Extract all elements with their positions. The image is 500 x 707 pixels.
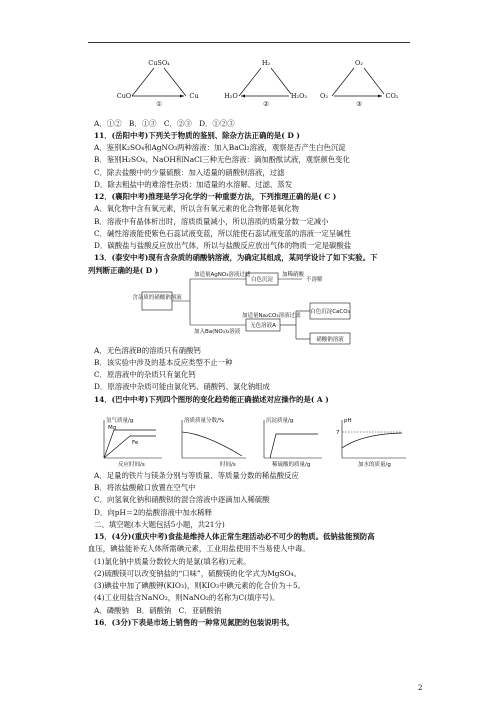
q14-option-a: A．足量的铁片与镁条分别与等质量、等质量分数的稀盐酸反应	[94, 471, 299, 480]
flow-no-change: 不溶解	[306, 277, 323, 283]
section-title-fill-in: 二、填空题(本大题包括5小题，共21分)	[94, 520, 225, 529]
q16-stem: 16．(3分)下表是市场上销售的一种常见氮肥的包装说明书。	[94, 618, 294, 627]
q11-option-d: D．除去粗盐中的难溶性杂质：加适量的水溶解、过滤、蒸发	[94, 180, 293, 189]
graph-c-xlabel: 稀硫酸的质量/g	[272, 462, 311, 468]
q14-option-c: C．向氢氧化钠和硝酸钡的混合溶液中逐滴加入稀硫酸	[94, 495, 270, 504]
tri1-right: Cu	[189, 92, 199, 100]
graph-b-xlabel: 时间/s	[220, 462, 236, 468]
tri2-right: H₂O₂	[290, 92, 308, 100]
q15-part2: (2)硫酸镁可以改变钠盐的“口味”，硫酸镁的化学式为MgSO₄。	[94, 569, 302, 578]
q11-option-c: C．除去盐酸中的少量硫酸：加入适量的硝酸钡溶液，过滤	[94, 168, 285, 177]
flow-solA: 无色溶液A	[250, 323, 276, 329]
flow-start: 含杂质的硝酸钠溶液	[132, 295, 182, 301]
q15-options: A．磷酸钠 B．硝酸钠 C．亚硝酸钠	[94, 606, 222, 615]
q15-part3: (3)碘盐中加了碘酸钾(KIO₃)，则KIO₃中碘元素的化合价为＋5。	[94, 581, 306, 590]
flow-step1: 加适量AgNO₃溶液过滤	[194, 272, 251, 278]
flow-step2: 加入Ba(NO₃)₂溶液	[194, 329, 241, 335]
tri3-right: CO₂	[385, 92, 399, 100]
q15-part1: (1)氯化钠中质量分数较大的是氯(填名称)元素。	[94, 557, 251, 566]
q13-option-b: B．该实验中涉及的基本反应类型不止一种	[94, 358, 233, 367]
q13-stem-cont: 列判断正确的是( D )	[88, 266, 159, 275]
q12-option-a: A．氧化物中含有氧元素，所以含有氧元素的化合物都是氧化物	[94, 204, 299, 213]
graph-d	[336, 418, 406, 468]
q11-option-a: A．鉴别K₂SO₄和AgNO₃两种溶液：加入BaCl₂溶液，观察是否产生白色沉淀	[94, 143, 346, 152]
tri3-left: O₂	[320, 92, 328, 100]
flow-hno3: 加稀硝酸	[282, 272, 305, 278]
q13-option-a: A．无色溶液B的溶质只有硝酸钙	[94, 346, 201, 355]
graph-d-ylabel: pH	[344, 418, 352, 424]
tri1-num: ①	[156, 100, 162, 108]
header-rule	[88, 42, 410, 43]
page-number: 2	[418, 684, 423, 692]
tri3-num: ③	[356, 100, 362, 108]
q11-stem: 11．(岳阳中考)下列关于物质的鉴别、除杂方法正确的是( D )	[94, 131, 300, 140]
q15-part4: (4)工业用盐含NaNO₂，则NaNO₂的名称为C(填序号)。	[94, 593, 280, 602]
graph-a-xlabel: 反应时间/s	[118, 462, 145, 468]
tri2-left: H₂O	[224, 92, 238, 100]
graph-a-ylabel: 氢气质量/g	[106, 418, 134, 424]
q15-stem: 15．(4分)(重庆中考)食盐是维持人体正常生理活动必不可少的物质。低钠盐能预防高	[94, 532, 375, 541]
flow-white1: 白色沉淀	[250, 277, 274, 283]
graph-c-ylabel: 沉淀质量/g	[266, 418, 294, 424]
graph-a	[104, 416, 162, 468]
experiment-flowchart	[132, 267, 362, 349]
q12-option-b: B．溶液中有晶体析出时，溶质质量减小，所以溶质的质量分数一定减小	[94, 217, 329, 226]
graph-c	[264, 416, 322, 468]
q12-option-d: D．碳酸盐与盐酸反应放出气体，所以与盐酸反应放出气体的物质一定是碳酸盐	[94, 241, 352, 250]
tri3-top: O₂	[355, 59, 363, 67]
q14-option-b: B．将浓盐酸敞口放置在空气中	[94, 483, 196, 492]
tri2-top: H₂	[261, 59, 271, 67]
triangle-diagram-2	[225, 58, 307, 108]
graph-a-fe: Fe	[132, 440, 139, 446]
flow-final: 硝酸钠溶液	[316, 337, 344, 343]
q13-stem: 13．(泰安中考)现有含杂质的硝酸钠溶液，为确定其组成，某同学设计了如下实验。下	[94, 253, 378, 262]
graph-d-tick: 7	[336, 430, 340, 436]
tri1-left: CuO	[116, 92, 132, 100]
triangle-diagram-3	[318, 58, 400, 108]
q15-stem-cont: 血压，碘盐能补充人体所需碘元素，工业用盐使用不当易使人中毒。	[88, 544, 310, 553]
graph-b-ylabel: 溶质质量分数/%	[184, 418, 225, 424]
q13-option-d: D．原溶液中杂质可能由氯化钙、硝酸钙、氯化钠组成	[94, 382, 270, 391]
q12-option-c: C．碱性溶液能使紫色石蕊试液变蓝，所以能使石蕊试液变蓝的溶液一定呈碱性	[94, 229, 351, 238]
q14-stem: 14．(巴中中考)下列四个图形的变化趋势能正确描述对应操作的是( A )	[94, 395, 329, 404]
q12-stem: 12．(襄阳中考)推理是学习化学的一种重要方法，下列推理正确的是( C )	[94, 192, 337, 201]
graph-a-mg: Mg	[108, 425, 117, 431]
tri1-top: CuSO₄	[148, 59, 170, 67]
flow-white2: 白色沉淀CaCO₃	[310, 309, 350, 315]
flow-step3: 加适量Na₂CO₃溶液过滤	[242, 313, 301, 319]
q11-option-b: B．鉴别H₂SO₄、NaOH和NaCl三种无色溶液：滴加酚酞试液，观察颜色变化	[94, 155, 350, 164]
tri2-num: ②	[263, 100, 269, 108]
q14-graphs	[96, 416, 416, 472]
q10-options: A．①② B．①③ C．②③ D．①②③	[94, 119, 235, 128]
q13-option-c: C．原溶液中的杂质只有氯化钙	[94, 370, 196, 379]
graph-b	[182, 416, 246, 468]
q14-option-d: D．向pH＝2的盐酸溶液中加水稀释	[94, 508, 212, 517]
graph-d-xlabel: 加水的质量/g	[358, 462, 391, 468]
triangle-diagram-1	[118, 58, 200, 108]
